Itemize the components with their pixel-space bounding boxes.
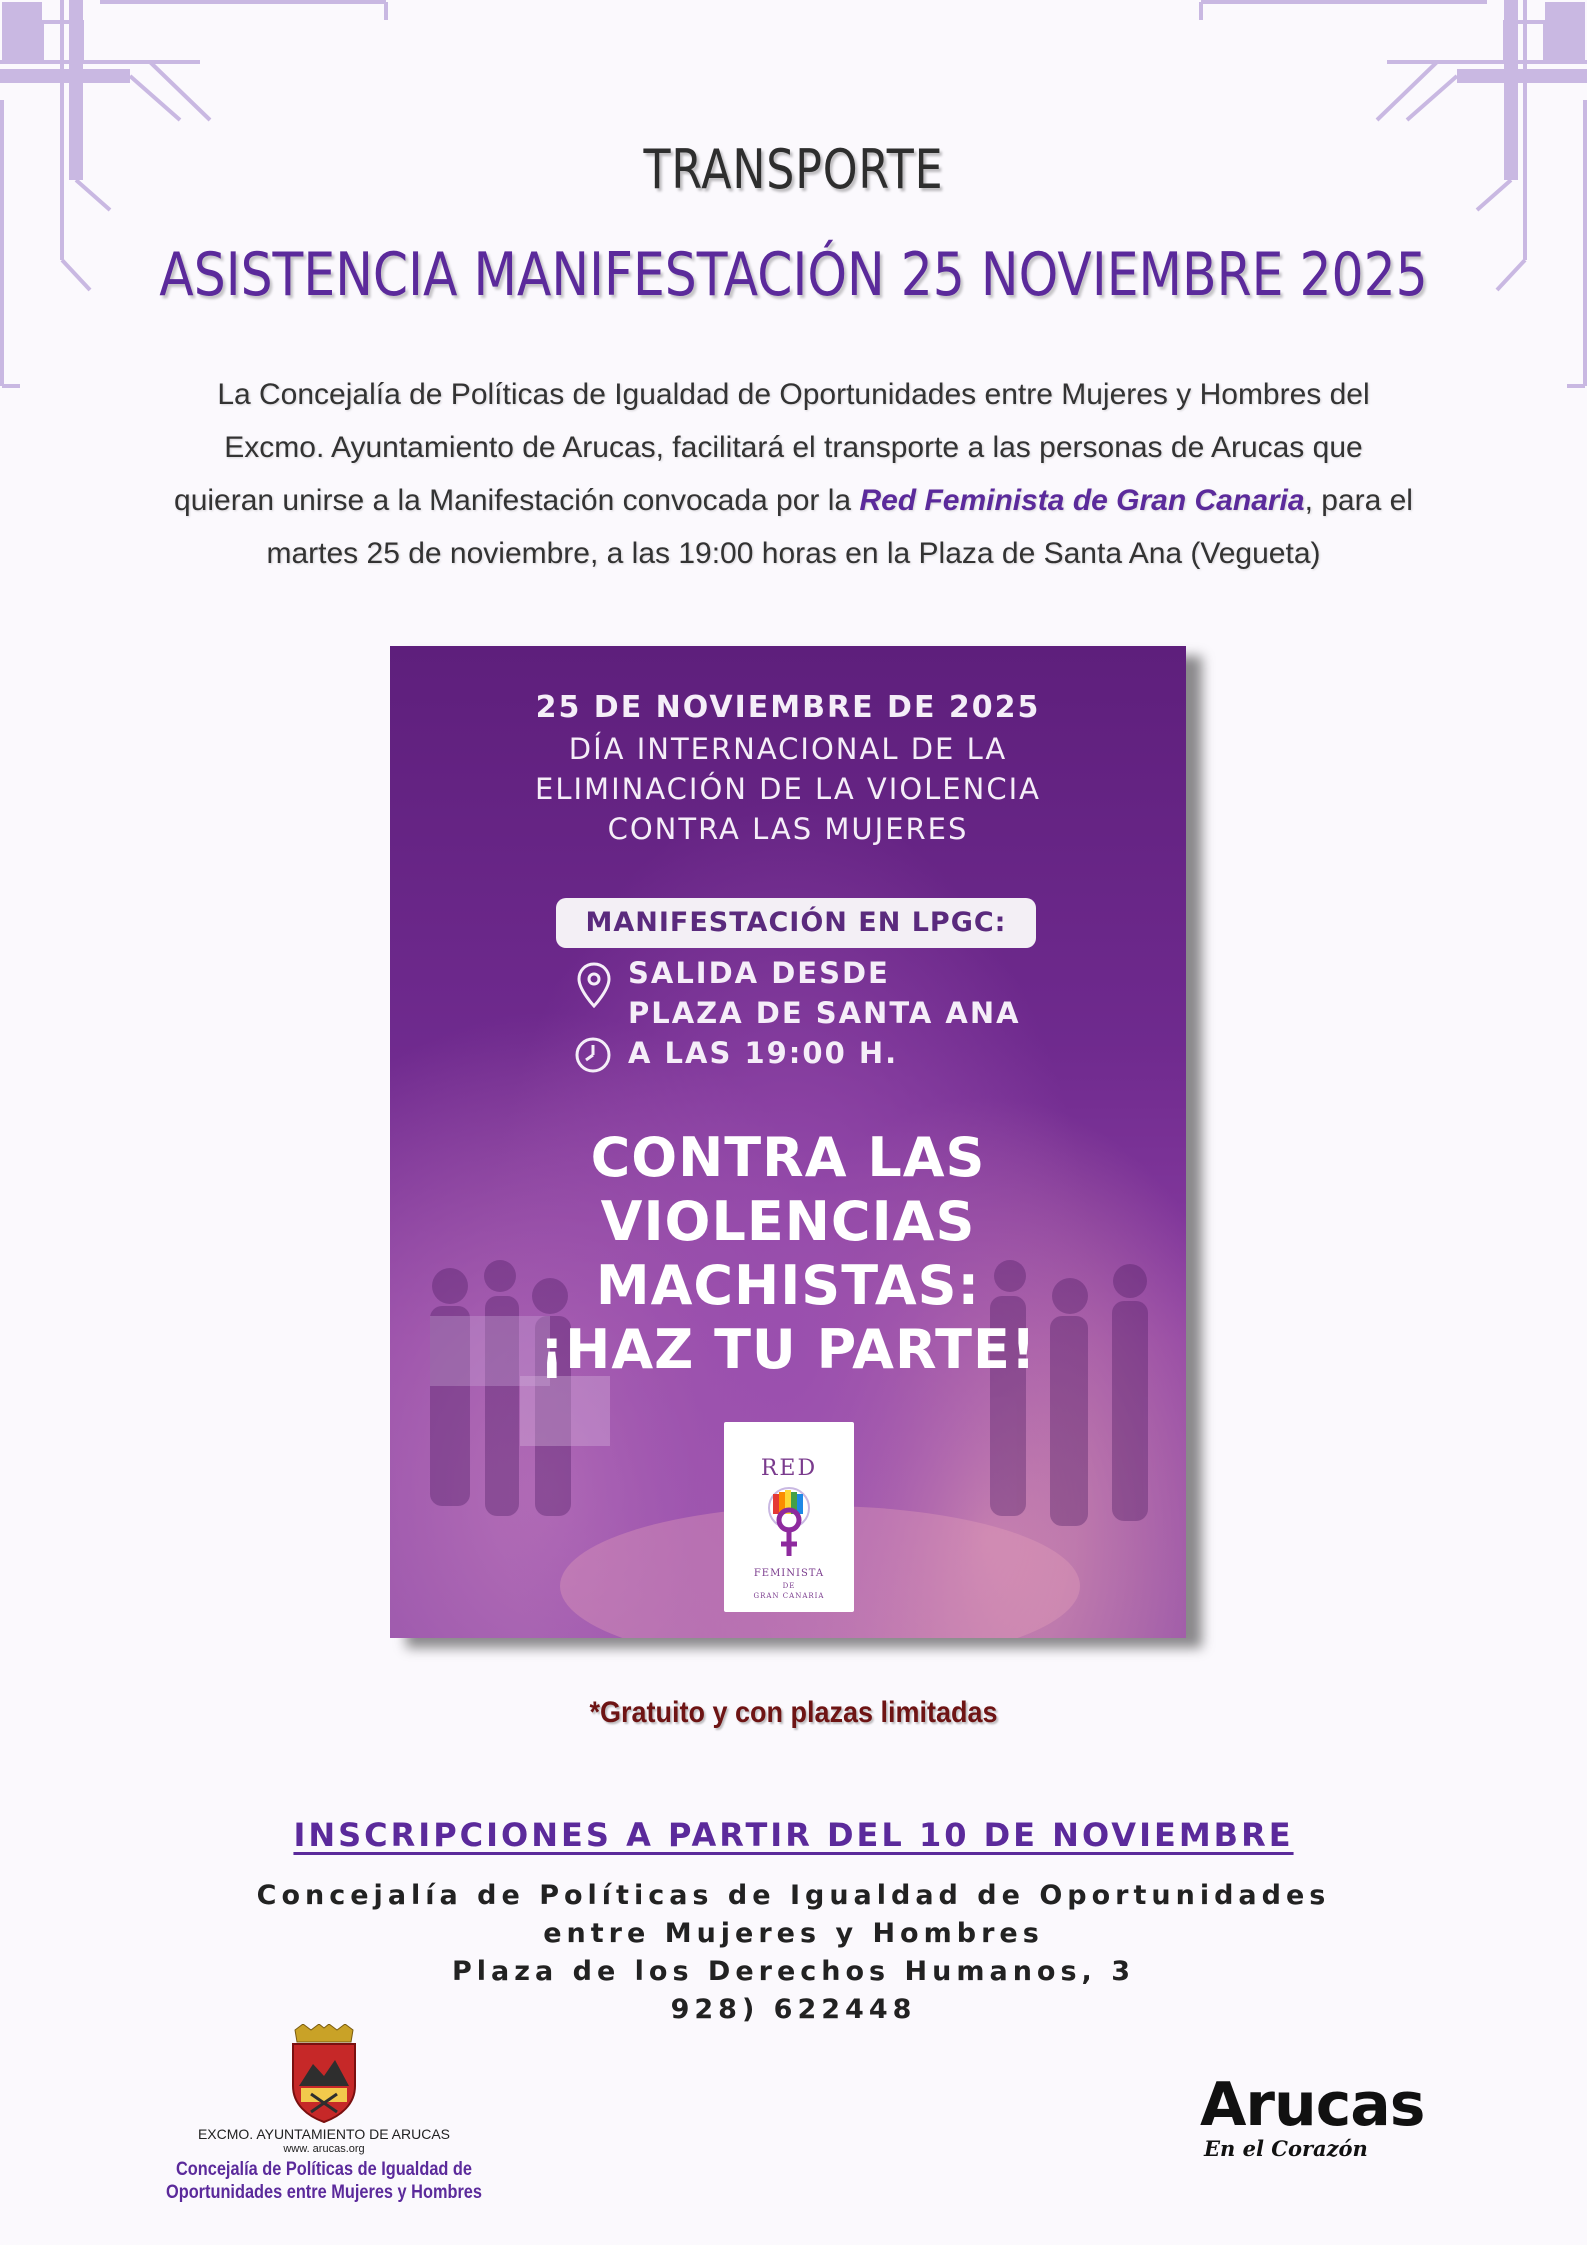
- logo-region: GRAN CANARIA: [753, 1592, 825, 1600]
- page-title: TRANSPORTE: [643, 138, 944, 201]
- poster-slogan-line: ¡HAZ TU PARTE!: [539, 1318, 1037, 1381]
- red-feminista-logo: [724, 1422, 854, 1612]
- free-limited-note: *Gratuito y con plazas limitadas: [589, 1696, 998, 1729]
- logo-subtitle: FEMINISTA: [753, 1568, 825, 1579]
- intro-text: , para el: [1304, 484, 1413, 517]
- poster-pill-label: MANIFESTACIÓN EN LPGC:: [556, 898, 1036, 948]
- location-pin-icon: [576, 962, 612, 1008]
- arucas-tagline: En el Corazón: [1204, 2136, 1368, 2161]
- poster-info-line: A LAS 19:00 H.: [628, 1036, 899, 1070]
- contact-phone: 928) 622448: [670, 1994, 917, 2025]
- page-subtitle: ASISTENCIA MANIFESTACIÓN 25 NOVIEMBRE 2025: [159, 240, 1428, 310]
- municipality-name: EXCMO. AYUNTAMIENTO DE ARUCAS: [197, 2126, 451, 2142]
- event-poster: [390, 646, 1186, 1638]
- clock-icon: [574, 1036, 612, 1074]
- poster-info-line: PLAZA DE SANTA ANA: [628, 996, 1021, 1030]
- concejalia-line: Oportunidades entre Mujeres y Hombres: [166, 2182, 482, 2203]
- poster-info-line: SALIDA DESDE: [628, 956, 890, 990]
- registration-heading: INSCRIPCIONES A PARTIR DEL 10 DE NOVIEMBRE: [293, 1816, 1294, 1854]
- intro-text: quieran unirse a la Manifestación convocada por la: [174, 484, 860, 517]
- contact-address: Plaza de los Derechos Humanos, 3: [452, 1956, 1135, 1987]
- logo-de: DE: [782, 1582, 796, 1590]
- logo-title: RED: [760, 1456, 818, 1481]
- intro-paragraph: [120, 368, 1467, 580]
- intro-line: [120, 474, 1467, 527]
- contact-line: entre Mujeres y Hombres: [543, 1918, 1044, 1949]
- poster-heading-line: CONTRA LAS MUJERES: [607, 812, 969, 846]
- concejalia-line: Concejalía de Políticas de Igualdad de: [175, 2159, 473, 2180]
- poster-slogan-line: CONTRA LAS: [590, 1126, 986, 1189]
- poster-heading-line: ELIMINACIÓN DE LA VIOLENCIA: [535, 772, 1041, 806]
- poster-slogan-line: MACHISTAS:: [595, 1254, 981, 1317]
- concejalia-logo-text: [157, 2158, 491, 2204]
- intro-line: La Concejalía de Políticas de Igualdad de Oportunidades entre Mujeres y Hombres del: [217, 378, 1370, 411]
- municipality-website: www. arucas.org: [283, 2143, 365, 2155]
- contact-line: Concejalía de Políticas de Igualdad de Oportunidades: [256, 1880, 1331, 1911]
- feminist-symbol-icon: [759, 1484, 819, 1562]
- organizer-name: Red Feminista de Gran Canaria: [859, 484, 1305, 517]
- intro-line: martes 25 de noviembre, a las 19:00 horas en la Plaza de Santa Ana (Vegueta): [266, 537, 1321, 570]
- poster-heading-line: DÍA INTERNACIONAL DE LA: [568, 732, 1008, 766]
- poster-slogan-line: VIOLENCIAS: [600, 1190, 976, 1253]
- intro-line: Excmo. Ayuntamiento de Arucas, facilitará el transporte a las personas de Arucas que: [224, 431, 1363, 464]
- poster-date: 25 DE NOVIEMBRE DE 2025: [535, 690, 1041, 725]
- arucas-brand-logo: Arucas: [1200, 2070, 1425, 2140]
- coat-of-arms-icon: [285, 2024, 363, 2124]
